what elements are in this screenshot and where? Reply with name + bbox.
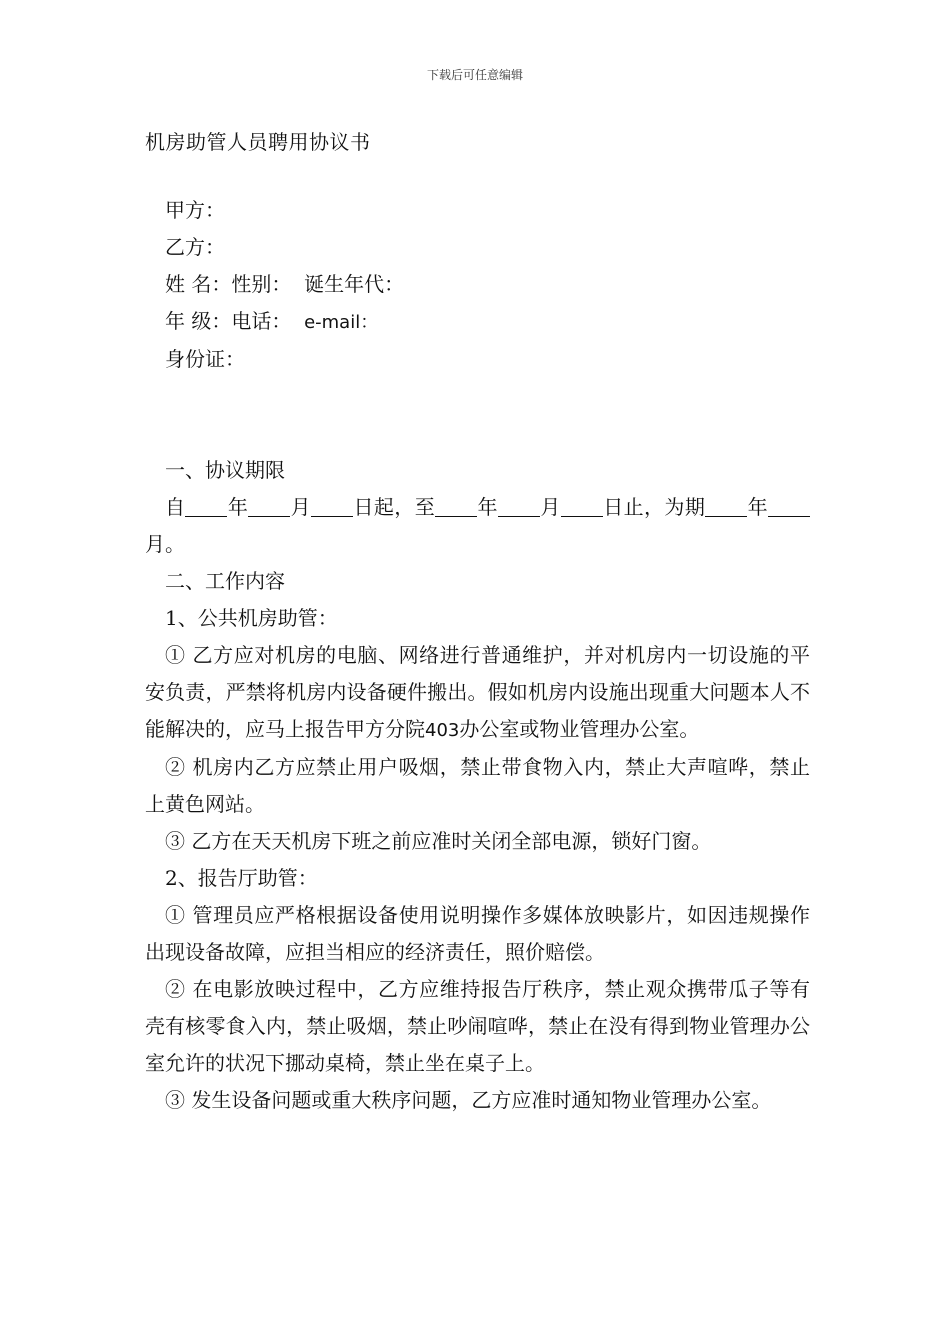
birth-label: 诞生年代： bbox=[304, 272, 405, 296]
party-b-label: 乙方： bbox=[165, 235, 225, 259]
phone-label: 电话： bbox=[231, 309, 292, 333]
blank-end-day bbox=[561, 496, 603, 517]
grade-label: 年 级： bbox=[165, 309, 232, 333]
lecture-hall-item-1: ① 管理员应严格根据设备使用说明操作多媒体放映影片，如因违规操作出现设备故障，应担当相应的经济责任，照价赔偿。 bbox=[145, 903, 810, 964]
lecture-hall-item-3: ③ 发生设备问题或重大秩序问题，乙方应准时通知物业管理办公室。 bbox=[165, 1088, 772, 1112]
computer-room-item-1: ① 乙方应对机房的电脑、网络进行普通维护，并对机房内一切设施的平安负责，严禁将机房内设备硬件搬出。假如机房内设施出现重大问题本人不能解决的，应马上报告甲方分院403办公室或物业管理办公室。 bbox=[145, 643, 810, 741]
blank-start-year bbox=[185, 496, 227, 517]
section-1-heading: 一、协议期限 bbox=[165, 458, 285, 482]
blank-start-month bbox=[248, 496, 290, 517]
blank-term-years bbox=[705, 496, 747, 517]
subsection-2-heading: 2、报告厅助管： bbox=[165, 866, 318, 890]
computer-room-item-2: ② 机房内乙方应禁止用户吸烟，禁止带食物入内，禁止大声喧哗，禁止上黄色网站。 bbox=[145, 755, 810, 816]
email-label: e-mail： bbox=[304, 312, 379, 333]
personal-info-row-1 bbox=[145, 266, 810, 303]
lecture-hall-item-2: ② 在电影放映过程中，乙方应维持报告厅秩序，禁止观众携带瓜子等有壳有核零食入内，禁止吸烟，禁止吵闹喧哗，禁止在没有得到物业管理办公室允许的状况下挪动桌椅，禁止坐在桌子上。 bbox=[145, 977, 810, 1075]
computer-room-item-3: ③ 乙方在天天机房下班之前应准时关闭全部电源，锁好门窗。 bbox=[165, 829, 712, 853]
name-label: 姓 名： bbox=[165, 272, 232, 296]
blank-term-months bbox=[768, 496, 810, 517]
vertical-spacer bbox=[145, 378, 810, 452]
subsection-1-heading: 1、公共机房助管： bbox=[165, 606, 338, 630]
gender-label: 性别： bbox=[231, 272, 292, 296]
document-title: 机房助管人员聘用协议书 bbox=[145, 130, 371, 154]
personal-info-row-2 bbox=[145, 303, 810, 341]
blank-end-year bbox=[435, 496, 477, 517]
blank-end-month bbox=[498, 496, 540, 517]
party-a-label: 甲方： bbox=[165, 198, 225, 222]
blank-start-day bbox=[311, 496, 353, 517]
id-card-label: 身份证： bbox=[165, 347, 245, 371]
agreement-period: 自 年 月 日起，至 年 月 日止，为期 年月。 bbox=[145, 489, 810, 563]
document-body bbox=[145, 192, 810, 1119]
header-note: 下载后可任意编辑 bbox=[426, 68, 523, 82]
section-2-heading: 二、工作内容 bbox=[165, 569, 285, 593]
